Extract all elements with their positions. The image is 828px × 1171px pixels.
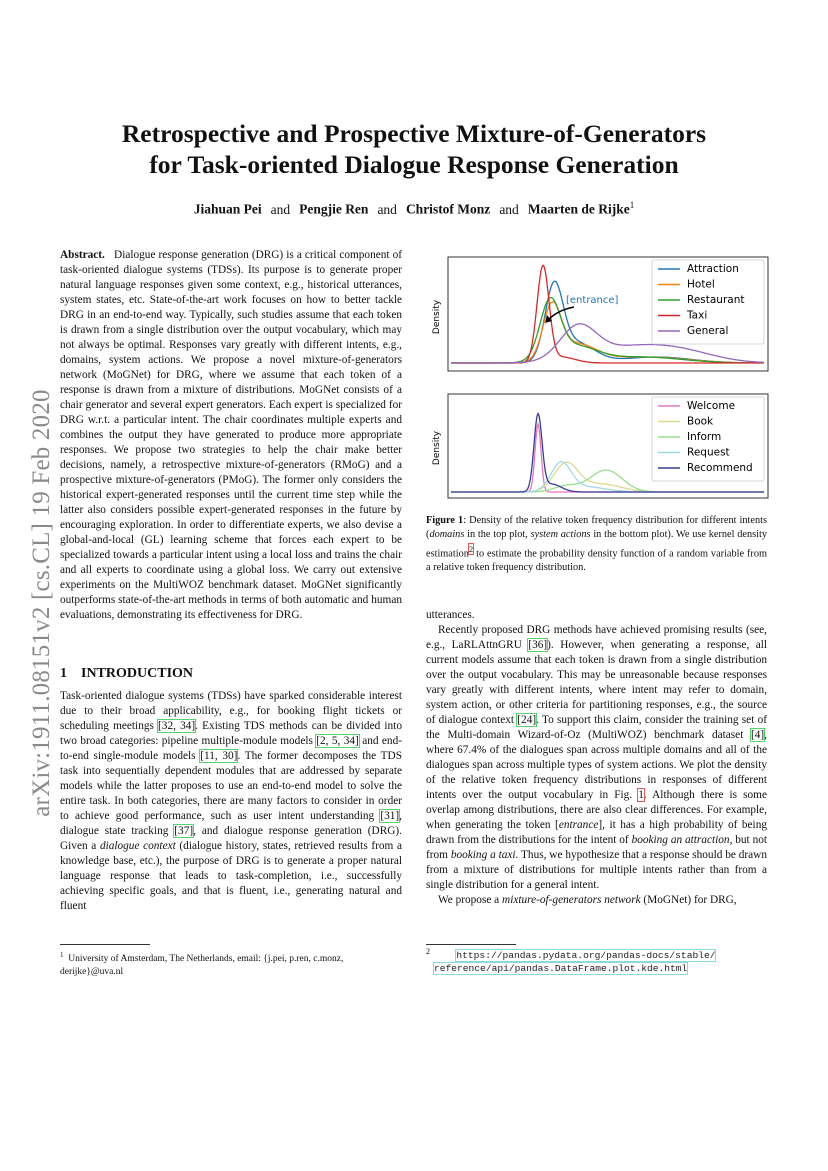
citation-link[interactable]: [11, 30] <box>200 750 238 762</box>
paragraph <box>426 623 767 893</box>
figure-ref-link[interactable]: 1 <box>638 789 644 801</box>
arxiv-id-text: arXiv:1911.08151v2 [cs.CL] 19 Feb 2020 <box>28 389 55 817</box>
legend-entry-inform: Inform <box>687 431 722 443</box>
footnote-text: University of Amsterdam, The Netherlands, email: {j.pei, p.ren, c.monz, derijke}@uva.nl <box>60 954 344 978</box>
abstract-text: Dialogue response generation (DRG) is a critical component of task-oriented dialogue systems (TDSs). Its purpose is to generate proper natural language responses given some context, e.g., historical utterances, system states, etc. State-of-the-art work focuses on how to better tackle DRG in an end-to-end way. Typically, such studies assume that each token is drawn from a single distribution over the output vocabulary, which may not always be optimal. Responses vary greatly with different intents, e.g., domains, system actions. We propose a novel mixture-of-generators network (MoGNet) for DRG, where we assume that each token of a response is drawn from a mixture of distributions. MoGNet consists of a chair generator and several expert generators. Each expert is specialized for DRG w.r.t. a particular intent. The chair coordinates multiple experts and combines the output they have generated to produce more appropriate responses. We propose two strategies to help the chair make better decisions, namely, a retrospective mixture-of-generators (RMoG) and a prospective mixture-of-generators (PMoG). The former only considers the historical expert-generated responses until the current time step while the latter also considers possible expert-generated responses in the future by encouraging exploration. In order to differentiate experts, we also devise a global-and-local (GL) learning scheme that forces each expert to be specialized towards a particular intent using a local loss and trains the chair and all experts to coordinate using a global loss. We carry out extensive experiments on the MultiWOZ benchmark dataset. MoGNet significantly outperforms state-of-the-art methods in terms of both automatic and human evaluations, demonstrating its effectiveness for DRG. <box>60 249 402 621</box>
emphasis: entrance <box>558 819 599 831</box>
legend-entry-attraction: Attraction <box>687 263 739 275</box>
figure-caption <box>426 514 767 575</box>
text-run: . Existing TDS methods can be divided into two broad categories: pipeline multiple-module models <box>60 720 402 747</box>
text-run: . Thus, we hypothesize that a response should be drawn from a mixture of distributions for multiple intents rather than from a single distribution for a general intent. <box>426 849 767 891</box>
section-number: 1 <box>60 666 67 681</box>
intro-paragraph <box>60 689 402 914</box>
author-footnote-mark: 1 <box>629 200 635 210</box>
footnote-mark: 2 <box>426 947 430 956</box>
text-run: in the top plot, <box>464 529 531 540</box>
text-run: : Density of the relative token frequency distribution for different intents ( <box>426 515 768 540</box>
y-axis-label: Density <box>432 299 442 335</box>
text-run: , and dialogue response generation (DRG). Given a <box>60 825 402 852</box>
paper-title <box>70 118 758 180</box>
paragraph-continuation: utterances. <box>426 609 475 621</box>
citation-link[interactable]: [2, 5, 34] <box>316 735 359 747</box>
author-2: Pengjie Ren <box>299 201 369 217</box>
density-plot-domains <box>426 255 771 377</box>
text-run: . The former decomposes the TDS task into sequentially dependent modules that are addressed by separate models while the latter proposes to use an end-to-end model to solve the entire task. In both categories, there are many factors to consider in order to achieve good performance, such as user intent understanding <box>60 750 402 822</box>
footnote-link-line-2[interactable]: reference/api/pandas.DataFrame.plot.kde.html <box>434 963 688 975</box>
text-run: , dialogue state tracking <box>60 810 402 837</box>
density-plot-actions <box>426 392 771 504</box>
abstract <box>60 248 402 623</box>
text-run: , where 67.4% of the dialogues span across multiple domains and all of the dialogues span across multiple types of system actions. We plot the density of the relative token frequency distributions in responses of different intents over the output vocabulary in Fig. <box>426 729 767 801</box>
citation-link[interactable]: [24] <box>517 714 537 726</box>
footnote-affiliation <box>60 949 402 979</box>
text-run: (MoGNet) for DRG, <box>640 894 737 906</box>
author-3: Christof Monz <box>405 201 491 217</box>
text-run: ). However, when generating a response, all current models assume that each token is drawn from a single distribution over the output vocabulary. This may be unreasonable because responses vary greatly with different intents, where intent may refer to domain, system action, or other criteria for partitioning responses, e.g., the source of dialogue context <box>426 639 768 726</box>
right-column-body <box>426 608 767 908</box>
text-run: We propose a <box>438 894 503 906</box>
text-run: Task-oriented dialogue systems (TDSs) have sparked considerable interest due to their broad applicability, e.g., for booking flight tickets or scheduling meetings <box>60 690 402 732</box>
entrance-annotation: [entrance] <box>566 295 619 306</box>
author-sep: and <box>499 201 519 217</box>
footnote-rule <box>60 944 150 945</box>
emphasis: booking an attraction <box>631 834 730 846</box>
footnote-link-line-1[interactable]: https://pandas.pydata.org/pandas-docs/stable/ <box>456 950 716 962</box>
text-run: in the bottom plot). We use kernel density estimation <box>426 529 768 560</box>
author-list <box>70 200 758 218</box>
legend-entry-welcome: Welcome <box>687 400 736 412</box>
section-heading-introduction <box>60 666 402 682</box>
legend-entry-restaurant: Restaurant <box>687 294 745 306</box>
text-run: . To support this claim, consider the training set of the Multi-domain Wizard-of-Oz (MultiWOZ) benchmark dataset <box>426 714 767 741</box>
author-1: Jiahuan Pei <box>193 201 262 217</box>
citation-link[interactable]: [4] <box>750 729 765 741</box>
text-run: Recently proposed DRG methods have achieved promising results (see, e.g., LaRLAttnGRU <box>426 624 767 651</box>
text-run: and end-to-end single-module models <box>60 735 402 762</box>
footnote-ref[interactable]: 2 <box>468 544 474 554</box>
title-line-2: for Task-oriented Dialogue Response Generation <box>149 150 679 179</box>
emphasis: booking a taxi <box>450 849 516 861</box>
footnote-mark: 1 <box>60 951 64 959</box>
text-run: ], it has a high probability of being drawn from the distributions for the intent of <box>426 819 767 846</box>
paragraph <box>426 893 767 908</box>
emphasis: dialogue context <box>99 840 176 852</box>
text-run: . Although there is some overlap among distributions, there are also clear differences. For example, when generating the token [ <box>426 789 767 831</box>
legend-entry-hotel: Hotel <box>687 278 715 291</box>
citation-link[interactable]: [37] <box>174 825 194 837</box>
emphasis: domains <box>429 529 465 540</box>
legend-entry-book: Book <box>687 415 714 428</box>
emphasis: system actions <box>530 529 591 540</box>
legend-entry-request: Request <box>687 446 730 459</box>
footnote-url <box>426 945 771 975</box>
abstract-label: Abstract. <box>60 249 105 261</box>
section-title: INTRODUCTION <box>81 666 194 681</box>
legend-entry-taxi: Taxi <box>687 309 708 322</box>
y-axis-label: Density <box>432 430 442 466</box>
text-run: to estimate the probability density function of a random variable from a relative token frequency distribution. <box>426 548 767 574</box>
text-run: (dialogue history, states, retrieved results from a knowledge base, etc.), the purpose of DRG is to generate a proper natural language response that leads to task-completion, i.e., successfully achieving specific goals, and that is fluent, i.e., generating natural and fluent <box>60 840 402 912</box>
legend-entry-recommend: Recommend <box>687 462 753 474</box>
figure-label: Figure 1 <box>426 515 464 526</box>
citation-link[interactable]: [36] <box>528 639 548 651</box>
author-sep: and <box>377 201 397 217</box>
citation-link[interactable]: [32, 34] <box>158 720 196 732</box>
citation-link[interactable]: [31] <box>380 810 400 822</box>
author-sep: and <box>270 201 291 217</box>
legend-entry-general: General <box>687 325 729 337</box>
title-line-1: Retrospective and Prospective Mixture-of-Generators <box>121 119 707 148</box>
author-4: Maarten de Rijke <box>527 201 630 217</box>
text-run: , but not from <box>426 834 767 861</box>
emphasis: mixture-of-generators network <box>502 894 641 906</box>
